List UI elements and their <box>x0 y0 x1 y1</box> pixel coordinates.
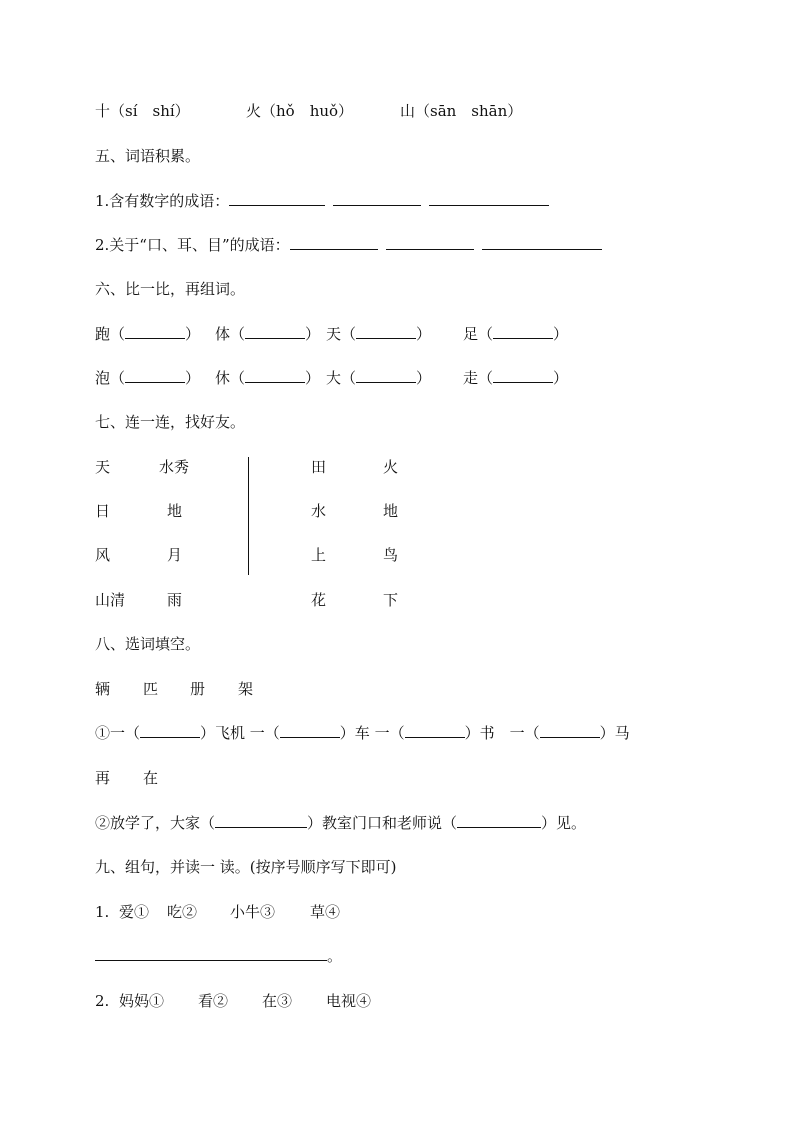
answer-blank[interactable] <box>245 368 305 383</box>
match-right-partner[interactable]: 鸟 <box>383 546 399 564</box>
word-option: 在 <box>143 769 159 787</box>
sentence-word: 看② <box>198 992 229 1010</box>
compare-row-2-item-3: 大（ ） <box>326 369 432 387</box>
match-left-word[interactable]: 天 <box>95 458 111 476</box>
sentence-word: 草④ <box>310 903 341 921</box>
match-right-partner[interactable]: 下 <box>383 591 399 609</box>
answer-blank[interactable] <box>95 946 327 961</box>
answer-blank[interactable] <box>429 191 549 206</box>
sentence-word: 在③ <box>262 992 293 1010</box>
answer-blank[interactable] <box>493 368 553 383</box>
answer-blank[interactable] <box>356 324 416 339</box>
section-8-question-1: ①一（ ）飞机 一（ ）车 一（ ）书 一（ ）马 <box>95 724 630 742</box>
answer-blank[interactable] <box>245 324 305 339</box>
match-right-word[interactable]: 花 <box>311 591 327 609</box>
compare-row-1-item-2: 体（ ） <box>215 325 321 343</box>
compare-row-2-item-4: 走（ ） <box>463 369 569 387</box>
compare-row-1-item-1: 跑（ ） <box>95 325 201 343</box>
compare-row-1-item-4: 足（ ） <box>463 325 569 343</box>
match-right-partner[interactable]: 地 <box>383 502 399 520</box>
match-left-partner[interactable]: 水秀 <box>159 458 190 476</box>
word-option: 再 <box>95 769 111 787</box>
answer-blank[interactable] <box>333 191 421 206</box>
compare-row-2-item-1: 泡（ ） <box>95 369 201 387</box>
section-5-title: 五、词语积累。 <box>95 147 201 165</box>
section-8-question-2: ②放学了，大家（ ）教室门口和老师说（ ）见。 <box>95 814 587 832</box>
answer-blank[interactable] <box>229 191 325 206</box>
sentence-2-number: 2. <box>95 992 110 1010</box>
answer-blank[interactable] <box>457 813 541 828</box>
answer-blank[interactable] <box>540 723 600 738</box>
answer-blank[interactable] <box>215 813 307 828</box>
answer-blank[interactable] <box>125 368 185 383</box>
question-1-label: 1.含有数字的成语： <box>95 192 230 210</box>
sentence-word: 电视④ <box>326 992 372 1010</box>
match-left-partner[interactable]: 月 <box>167 546 183 564</box>
match-left-word[interactable]: 风 <box>95 546 111 564</box>
answer-blank[interactable] <box>386 235 474 250</box>
word-option: 辆 <box>95 680 111 698</box>
answer-blank[interactable] <box>290 235 378 250</box>
word-option: 册 <box>190 680 206 698</box>
sentence-1-number: 1. <box>95 903 110 921</box>
match-left-partner[interactable]: 地 <box>167 502 183 520</box>
sentence-word: 吃② <box>167 903 198 921</box>
match-right-partner[interactable]: 火 <box>383 458 399 476</box>
section-8-title: 八、选词填空。 <box>95 635 201 653</box>
sentence-word: 爱① <box>119 903 150 921</box>
pinyin-choice-shan: 山（sān shān） <box>400 102 523 120</box>
compare-row-2-item-2: 休（ ） <box>215 369 321 387</box>
section-5-question-1 <box>95 191 549 211</box>
match-right-word[interactable]: 田 <box>311 458 327 476</box>
match-right-word[interactable]: 上 <box>311 546 327 564</box>
answer-blank[interactable] <box>125 324 185 339</box>
question-2-label: 2.关于“口、耳、目”的成语： <box>95 236 290 254</box>
answer-blank[interactable] <box>280 723 340 738</box>
pinyin-choice-huo: 火（hǒ huǒ） <box>246 102 354 120</box>
match-left-word[interactable]: 日 <box>95 502 111 520</box>
pinyin-choice-shi: 十（sí shí） <box>95 102 190 120</box>
section-9-title: 九、组句，并读一 读。(按序号顺序写下即可) <box>95 858 397 876</box>
section-7-title: 七、连一连，找好友。 <box>95 413 246 431</box>
answer-blank[interactable] <box>493 324 553 339</box>
answer-blank[interactable] <box>482 235 602 250</box>
match-left-word[interactable]: 山清 <box>95 591 126 609</box>
sentence-word: 妈妈① <box>119 992 165 1010</box>
column-divider <box>248 457 249 575</box>
sentence-word: 小牛③ <box>230 903 276 921</box>
section-6-title: 六、比一比，再组词。 <box>95 280 246 298</box>
answer-blank[interactable] <box>356 368 416 383</box>
answer-blank[interactable] <box>140 723 200 738</box>
match-right-word[interactable]: 水 <box>311 502 327 520</box>
match-left-partner[interactable]: 雨 <box>167 591 183 609</box>
word-option: 匹 <box>143 680 159 698</box>
answer-blank[interactable] <box>405 723 465 738</box>
word-option: 架 <box>238 680 254 698</box>
section-5-question-2 <box>95 235 602 255</box>
sentence-1-answer: 。 <box>95 946 342 966</box>
compare-row-1-item-3: 天（ ） <box>326 325 432 343</box>
